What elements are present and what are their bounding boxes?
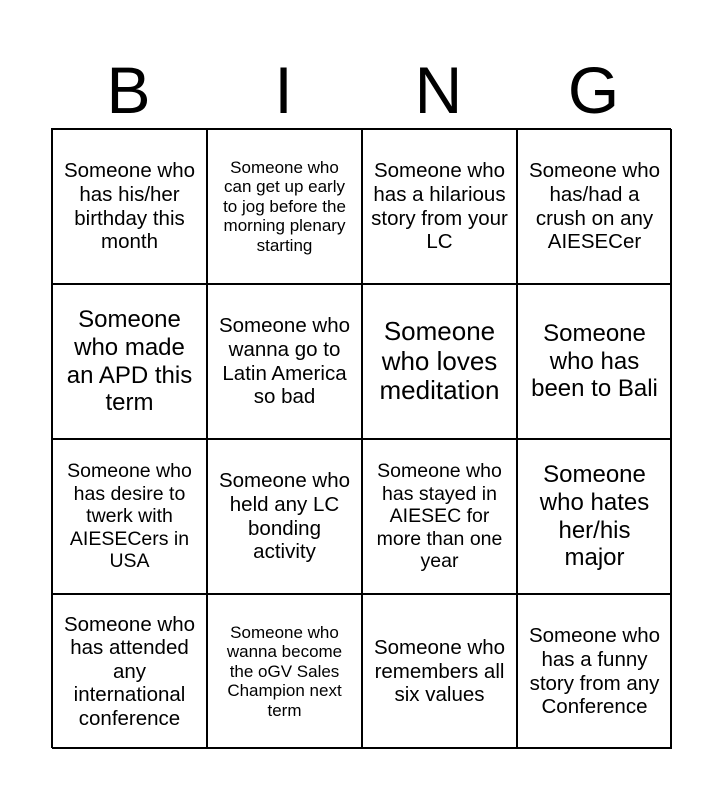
title-letter-n: N	[414, 53, 463, 127]
title-letter-b: B	[106, 53, 151, 127]
bingo-cell-3[interactable]: Someone who has a hilarious story from your LC	[362, 129, 517, 284]
bingo-cell-7[interactable]: Someone who loves meditation	[362, 284, 517, 439]
bingo-cell-1[interactable]: Someone who has his/her birthday this month	[52, 129, 207, 284]
bingo-board	[51, 128, 671, 748]
bingo-cell-16[interactable]: Someone who has a funny story from any Conference	[517, 594, 672, 749]
bingo-cell-9[interactable]: Someone who has desire to twerk with AIESECers in USA	[52, 439, 207, 594]
bingo-title	[51, 52, 671, 128]
bingo-cell-13[interactable]: Someone who has attended any international conference	[52, 594, 207, 749]
bingo-cell-15[interactable]: Someone who remembers all six values	[362, 594, 517, 749]
bingo-cell-6[interactable]: Someone who wanna go to Latin America so bad	[207, 284, 362, 439]
bingo-cell-5[interactable]: Someone who made an APD this term	[52, 284, 207, 439]
bingo-cell-11[interactable]: Someone who has stayed in AIESEC for more than one year	[362, 439, 517, 594]
bingo-cell-10[interactable]: Someone who held any LC bonding activity	[207, 439, 362, 594]
bingo-cell-4[interactable]: Someone who has/had a crush on any AIESECer	[517, 129, 672, 284]
bingo-cell-12[interactable]: Someone who hates her/his major	[517, 439, 672, 594]
bingo-cell-14[interactable]: Someone who wanna become the oGV Sales Champion next term	[207, 594, 362, 749]
title-letter-i: I	[274, 53, 293, 127]
bingo-cell-2[interactable]: Someone who can get up early to jog before the morning plenary starting	[207, 129, 362, 284]
bingo-cell-8[interactable]: Someone who has been to Bali	[517, 284, 672, 439]
title-letter-g: G	[567, 53, 620, 127]
